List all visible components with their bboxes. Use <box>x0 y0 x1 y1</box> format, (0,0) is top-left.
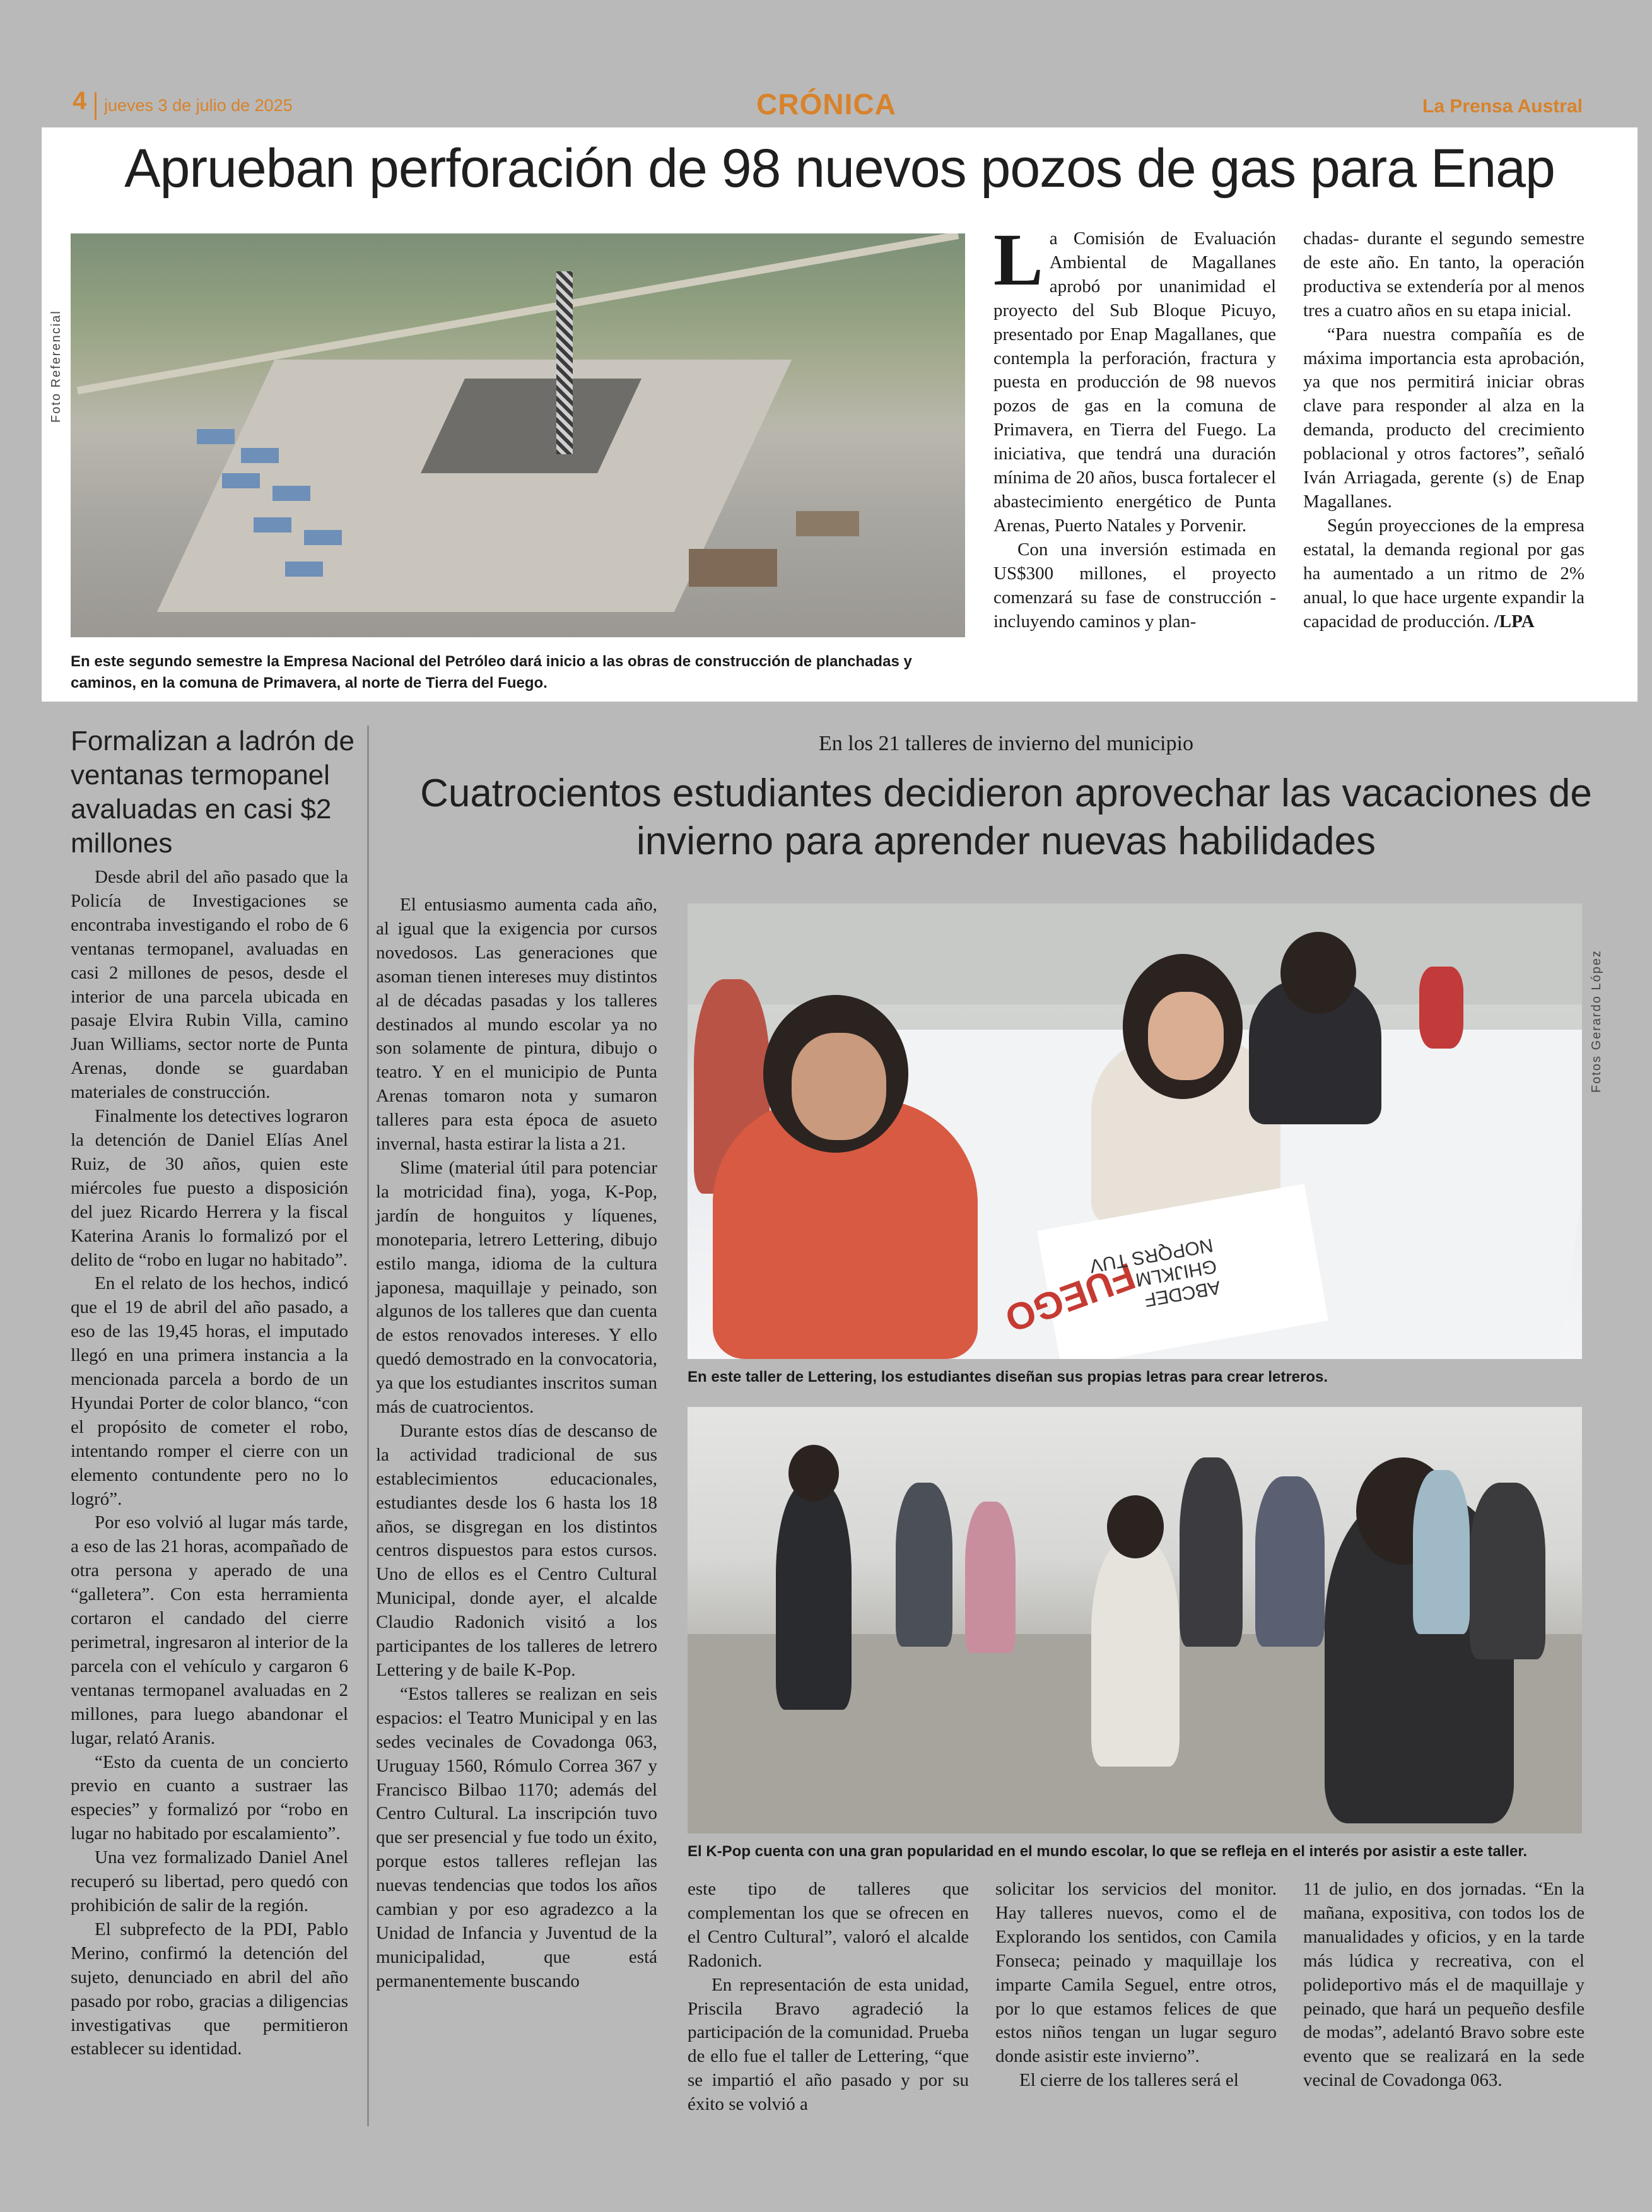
main-article-column-2 <box>688 1878 969 2117</box>
lead-article-column-1 <box>993 218 1276 633</box>
lettering-sign-text: FUEGO <box>999 1254 1141 1341</box>
gas-field-aerial-photo <box>71 233 965 637</box>
main-paragraph: “Estos talleres se realizan en seis espacios: el Teatro Municipal y en las sedes vecinales de Covadonga 063, Uruguay 1560, Rómulo Correa 367 y Francisco Bilbao 1170; además del Centro Cultural. La inscripción tuvo que ser presencial y fue todo un éxito, porque estos talleres reflejan las nuevas tendencias que todos los años cambian y por eso agradezco a la Unidad de Infancia y Juventud de la municipalidad, que está permanentemente buscando <box>376 1683 657 1991</box>
main-headline: Cuatrocientos estudiantes decidieron aprovechar las vacaciones de invierno para aprender nuevas habilidades <box>420 772 1592 863</box>
main-photo-credit: Fotos Gerardo López <box>1590 950 1603 1093</box>
side-paragraph: En el relato de los hechos, indicó que el 19 de abril del año pasado, a eso de las 19,45 horas, el imputado llegó en una primera instancia a la mencionada parcela a bordo de un Hyundai Porter de color blanco, “con el propósito de cometer el robo, intentando romper el cierre con un elemento contundente pero no lo logró”. <box>71 1273 348 1509</box>
side-article-body <box>71 866 348 2061</box>
newspaper-brand: La Prensa Austral <box>1422 96 1583 117</box>
main-paragraph: En representación de esta unidad, Priscila Bravo agradeció la participación de la comunidad. Prueba de ello fue el taller de Lettering, “que se impartió el año pasado y por su éxito se volvió a <box>688 1974 969 2115</box>
main-paragraph: este tipo de talleres que complementan los que se ofrecen en el Centro Cultural”, valoró el alcalde Radonich. <box>688 1879 969 1971</box>
main-paragraph: Slime (material útil para potenciar la motricidad fina), yoga, K-Pop, jardín de honguitos y líquenes, monoteparia, letrero Lettering, dibujo estilo manga, idioma de la cultura japonesa, maquillaje y peinado, son algunos de los talleres que dan cuenta de estos renovados intereses. Y ello quedó demostrado en la convocatoria, ya que los estudiantes inscritos suman más de cuatrocientos. <box>376 1157 657 1418</box>
main-paragraph: solicitar los servicios del monitor. Hay talleres nuevos, como el de Explorando los sentidos, con Camila Fonseca; peinado y maquillaje los imparte Camila Seguel, entre otros, por lo que estamos felices de que estos niños tengan un lugar seguro donde asistir este invierno”. <box>995 1879 1277 2067</box>
side-paragraph: Finalmente los detectives lograron la detención de Daniel Elías Anel Ruiz, de 30 años, quien este miércoles fue puesto a disposición del juez Ricardo Herrera y la fiscal Katerina Aranis lo formalizó por el delito de “robo en lugar no habitado”. <box>71 1106 348 1270</box>
lead-paragraph: Con una inversión estimada en US$300 millones, el proyecto comenzará su fase de construcción -incluyendo caminos y plan- <box>993 539 1276 632</box>
main-article-column-3 <box>995 1878 1277 2093</box>
lead-photo-caption: En este segundo semestre la Empresa Nacional del Petróleo dará inicio a las obras de construcción de planchadas y caminos, en la comuna de Primavera, al norte de Tierra del Fuego. <box>71 653 912 691</box>
side-paragraph: Por eso volvió al lugar más tarde, a eso de las 21 horas, acompañado de otra persona y aperado de una “galletera”. Con esta herramienta cortaron el candado del cierre perimetral, ingresaron al interior de la parcela con el vehículo y cargaron 6 ventanas termopanel avaluadas en 2 millones, para luego abandonar el lugar, relató Aranis. <box>71 1512 348 1748</box>
side-paragraph: Una vez formalizado Daniel Anel recuperó su libertad, pero quedó con prohibición de salir de la región. <box>71 1847 348 1915</box>
drilling-rig <box>556 271 573 454</box>
section-title: CRÓNICA <box>756 88 896 121</box>
lead-photo-credit: Foto Referencial <box>49 310 63 423</box>
alphabet-sheet-text: ABCDEF GHIJKLM NOPQRS TUV <box>1087 1234 1222 1310</box>
main-article-column-4 <box>1303 1878 1585 2093</box>
main-paragraph: Durante estos días de descanso de la actividad tradicional de sus establecimientos educacionales, estudiantes desde los 6 hasta los 18 años, se disgregan en los distintos centros dispuestos para estos cursos. Uno de ellos es el Centro Cultural Municipal, donde ayer, el alcalde Claudio Radonich visitó a los participantes de los talleres de letrero Lettering y de baile K-Pop. <box>376 1420 657 1680</box>
lettering-photo-caption: En este taller de Lettering, los estudiantes diseñan sus propias letras para crear letreros. <box>688 1368 1328 1385</box>
side-paragraph: Desde abril del año pasado que la Policía de Investigaciones se encontraba investigando el robo de 6 ventanas termopanel, avaluadas en casi 2 millones de pesos, desde el interior de una parcela ubicada en pasaje Elvira Rubin Villa, camino Juan Williams, sector norte de Punta Arenas, donde se guardaban materiales de construcción. <box>71 867 348 1103</box>
main-paragraph: El entusiasmo aumenta cada año, al igual que la exigencia por cursos novedosos. Las generaciones que asoman tienen intereses muy distintos al de décadas pasadas y los talleres destinados al mundo escolar ya no son solamente de pintura, dibujo o teatro. Y en el municipio de Punta Arenas tomaron nota y sumaron talleres para esta época de asueto invernal, hasta estirar la lista a 21. <box>376 895 657 1155</box>
lead-paragraph: “Para nuestra compañía es de máxima importancia esta aprobación, ya que nos permitirá iniciar obras clave para responder al alza en la demanda, producto del crecimiento poblacional y otros factores”, señaló Iván Arriagada, gerente (s) de Enap Magallanes. <box>1303 324 1585 512</box>
kpop-photo-caption: El K-Pop cuenta con una gran popularidad en el mundo escolar, lo que se refleja en el interés por asistir a este taller. <box>688 1843 1528 1860</box>
side-paragraph: “Esto da cuenta de un concierto previo en cuanto a sustraer las especies” y formalizó por “robo en lugar no habitado por escalamiento”. <box>71 1751 348 1844</box>
lead-headline: Aprueban perforación de 98 nuevos pozos de gas para Enap <box>124 138 1555 199</box>
column-divider <box>367 726 369 2126</box>
side-headline: Formalizan a ladrón de ventanas termopanel avaluadas en casi $2 millones <box>71 726 355 859</box>
lead-paragraph: a Comisión de Evaluación Ambiental de Magallanes aprobó por unanimidad el proyecto del Sub Bloque Picuyo, presentado por Enap Magallanes, que contempla la perforación, fractura y puesta en producción de 98 nuevos pozos de gas en la comuna de Primavera, en Tierra del Fuego. La iniciativa, que tendrá una duración mínima de 20 años, busca fortalecer el abastecimiento energético de Punta Arenas, Puerto Natales y Porvenir. <box>993 228 1276 536</box>
lead-paragraph: Según proyecciones de la empresa estatal, la demanda regional por gas ha aumentado a un ritmo de 2% anual, lo que hace urgente expandir la capacidad de producción. /LPA <box>1303 515 1585 632</box>
main-kicker: En los 21 talleres de invierno del municipio <box>819 732 1193 755</box>
kpop-workshop-photo <box>688 1407 1582 1833</box>
lead-article-column-2 <box>1303 227 1585 633</box>
signature: /LPA <box>1494 611 1535 632</box>
dropcap: L <box>993 218 1043 301</box>
page-number: 4 <box>73 87 87 115</box>
main-paragraph: 11 de julio, en dos jornadas. “En la mañana, expositiva, con todos los de manualidades y oficios, y en la tarde más lúdica y recreativa, con el polideportivo más el de maquillaje y peinado, que hará un pequeño desfile de modas”, adelantó Bravo sobre este evento que se realizará en la sede vecinal de Covadonga 063. <box>1303 1879 1585 2091</box>
main-article-column-1 <box>376 893 657 1994</box>
lead-paragraph: chadas- durante el segundo semestre de este año. En tanto, la operación productiva se extendería por al menos tres a cuatro años en su etapa inicial. <box>1303 228 1585 321</box>
header-separator <box>95 92 97 120</box>
side-paragraph: El subprefecto de la PDI, Pablo Merino, confirmó la detención del sujeto, denunciado en abril del año pasado por robo, gracias a diligencias investigativas que permitieron establecer su identidad. <box>71 1919 348 2059</box>
header-date: jueves 3 de julio de 2025 <box>104 96 293 115</box>
lettering-workshop-photo <box>688 903 1582 1359</box>
main-paragraph: El cierre de los talleres será el <box>1019 2070 1239 2091</box>
